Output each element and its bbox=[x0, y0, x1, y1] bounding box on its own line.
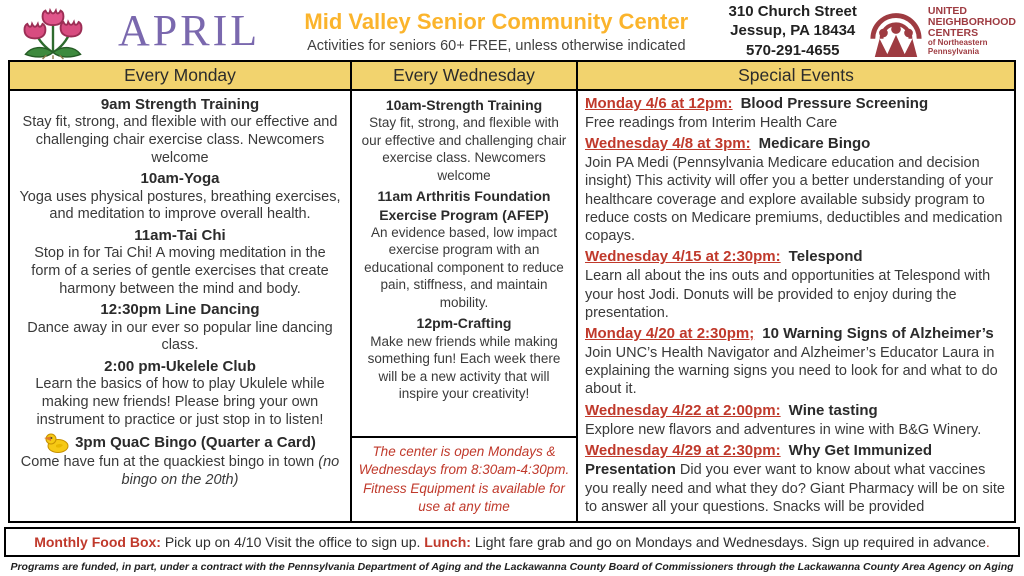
address-block bbox=[729, 2, 857, 61]
lunch-period: . bbox=[985, 534, 990, 550]
special-event bbox=[585, 135, 1006, 245]
event-desc: Come have fun at the quackiest bingo in town bbox=[20, 454, 319, 471]
lunch-text: Light fare grab and go on Mondays and Wednesdays. Sign up required in advance bbox=[470, 534, 986, 550]
special-event-date: Monday 4/20 at 2:30pm; bbox=[585, 325, 755, 343]
wednesday-column bbox=[352, 91, 578, 521]
center-title: Mid Valley Senior Community Center bbox=[304, 9, 689, 35]
event-title: 9am Strength Training bbox=[100, 96, 260, 113]
special-event-date: Wednesday 4/22 at 2:00pm: bbox=[585, 401, 781, 419]
special-event bbox=[585, 442, 1006, 516]
event-title: 12pm-Crafting bbox=[416, 315, 512, 332]
flyer-header bbox=[0, 0, 1024, 60]
tulips-icon bbox=[10, 3, 96, 60]
schedule-header-row bbox=[10, 62, 1014, 91]
address-city: Jessup, PA 18434 bbox=[730, 22, 856, 40]
event-title: 10am-Yoga bbox=[140, 170, 220, 188]
monday-event-bingo bbox=[18, 432, 342, 489]
special-event-desc: Did you ever want to know about what vaccines you really need and what they do? Giant Pharmacy will be on site to answer all your questions. Snacks will be provided bbox=[585, 461, 1005, 515]
event-desc: Stop in for Tai Chi! A moving meditation in the form of a series of gentle exercises that create harmony between the mind and body. bbox=[31, 245, 329, 297]
special-event bbox=[585, 95, 1006, 132]
special-event-title: Telespond bbox=[788, 248, 863, 266]
logo-line4: of Northeastern bbox=[927, 38, 988, 48]
event-desc: An evidence based, low impact exercise program with an educational component to reduce pain, stiffness, and maintain mobility. bbox=[364, 224, 564, 310]
food-box-banner bbox=[4, 527, 1020, 557]
special-event-desc: Join PA Medi (Pennsylvania Medicare education and decision insight) This activity will offer you a better understanding of your healthcare coverage and explore available subsidy program to reduce costs on Medicare premiums, deductibles and medication copays. bbox=[585, 155, 1003, 245]
column-header-special-events: Special Events bbox=[578, 62, 1014, 91]
event-desc: Yoga uses physical postures, breathing exercises, and meditation to improve overall health. bbox=[19, 188, 341, 223]
food-box-text: Pick up on 4/10 Visit the office to sign up. bbox=[160, 534, 425, 550]
center-subtitle: Activities for seniors 60+ FREE, unless otherwise indicated bbox=[307, 37, 686, 54]
event-desc-note: (no bingo on the 20th) bbox=[121, 454, 340, 489]
special-event-date: Monday 4/6 at 12pm: bbox=[585, 95, 733, 112]
schedule-body bbox=[10, 91, 1014, 521]
event-title: 11am-Tai Chi bbox=[134, 227, 226, 245]
center-hours-note: The center is open Mondays & Wednesdays from 8:30am-4:30pm. Fitness Equipment is available for use at any time bbox=[352, 436, 576, 521]
unc-logo-icon bbox=[867, 4, 925, 58]
special-event bbox=[585, 325, 1006, 399]
monday-event bbox=[18, 96, 342, 167]
duck-icon bbox=[44, 432, 70, 454]
logo-line3: CENTERS bbox=[927, 27, 979, 40]
logo-line1: UNITED bbox=[927, 5, 967, 18]
address-street: 310 Church Street bbox=[728, 2, 857, 20]
event-desc: Dance away in our ever so popular line dancing class. bbox=[27, 319, 333, 354]
food-box-label: Monthly Food Box: bbox=[34, 534, 161, 550]
monday-event bbox=[18, 358, 342, 429]
unc-logo-text bbox=[928, 6, 1016, 56]
wednesday-event bbox=[359, 96, 569, 184]
special-events-column bbox=[578, 91, 1014, 521]
special-event bbox=[585, 248, 1006, 322]
column-header-monday: Every Monday bbox=[10, 62, 352, 91]
special-event-date: Wednesday 4/29 at 2:30pm: bbox=[585, 441, 781, 459]
address-phone: 570-291-4655 bbox=[746, 41, 840, 59]
monday-event bbox=[18, 227, 342, 298]
column-header-wednesday: Every Wednesday bbox=[352, 62, 578, 91]
special-event-desc: Learn all about the ins outs and opportunities at Telespond with your host Jodi. Donuts will be provided to enjoy during the presentation. bbox=[585, 268, 991, 321]
logo-line2: NEIGHBORHOOD bbox=[927, 16, 1016, 29]
center-title-block bbox=[270, 8, 722, 53]
event-title: 10am-Strength Training bbox=[385, 97, 543, 113]
special-event bbox=[585, 402, 1006, 439]
monday-event bbox=[18, 301, 342, 355]
lunch-label: Lunch: bbox=[424, 534, 471, 550]
special-event-title: Medicare Bingo bbox=[758, 135, 871, 153]
monday-column bbox=[10, 91, 352, 521]
special-event-date: Wednesday 4/15 at 2:30pm: bbox=[585, 248, 781, 266]
logo-line5: Pennsylvania bbox=[927, 46, 980, 56]
special-event-title: Wine tasting bbox=[788, 401, 878, 419]
funding-disclaimer: Programs are funded, in part, under a contract with the Pennsylvania Department of Aging and the Lackawanna County Board of Commissioners through the Lackawanna County Area Agency on Aging bbox=[10, 561, 1014, 573]
wednesday-event bbox=[359, 187, 569, 311]
event-title: 12:30pm Line Dancing bbox=[100, 301, 260, 319]
event-title: 11am Arthritis Foundation Exercise Program (AFEP) bbox=[377, 188, 551, 223]
monday-event bbox=[18, 170, 342, 224]
month-title: APRIL bbox=[118, 6, 261, 55]
event-desc: Stay fit, strong, and flexible with our effective and challenging chair exercise class. Newcomers welcome bbox=[361, 115, 567, 183]
schedule-table bbox=[8, 60, 1016, 523]
special-event-date: Wednesday 4/8 at 3pm: bbox=[585, 135, 751, 153]
special-event-title: 10 Warning Signs of Alzheimer’s bbox=[762, 325, 994, 343]
wednesday-event bbox=[359, 314, 569, 402]
special-event-desc: Free readings from Interim Health Care bbox=[585, 114, 838, 131]
event-desc: Make new friends while making something fun! Each week there will be a new activity that will inspire your creativity! bbox=[367, 333, 561, 402]
event-title: 2:00 pm-Ukelele Club bbox=[104, 358, 256, 376]
special-event-title: Why Get Immunized Presentation bbox=[585, 441, 933, 478]
special-event-desc: Explore new flavors and adventures in wine with B&G Winery. bbox=[585, 421, 982, 438]
event-desc: Stay fit, strong, and flexible with our effective and challenging chair exercise class. Newcomers welcome bbox=[22, 114, 338, 166]
special-event-desc: Join UNC’s Health Navigator and Alzheimer’s Educator Laura in explaining the warning signs you need to look for and what to do about it. bbox=[585, 344, 998, 398]
unc-logo bbox=[867, 4, 1016, 58]
event-title: 3pm QuaC Bingo (Quarter a Card) bbox=[75, 434, 316, 452]
special-event-title: Blood Pressure Screening bbox=[740, 95, 929, 112]
event-desc: Learn the basics of how to play Ukulele while making new friends! Please bring your own instrument to practice or just stop in to listen! bbox=[35, 376, 325, 428]
